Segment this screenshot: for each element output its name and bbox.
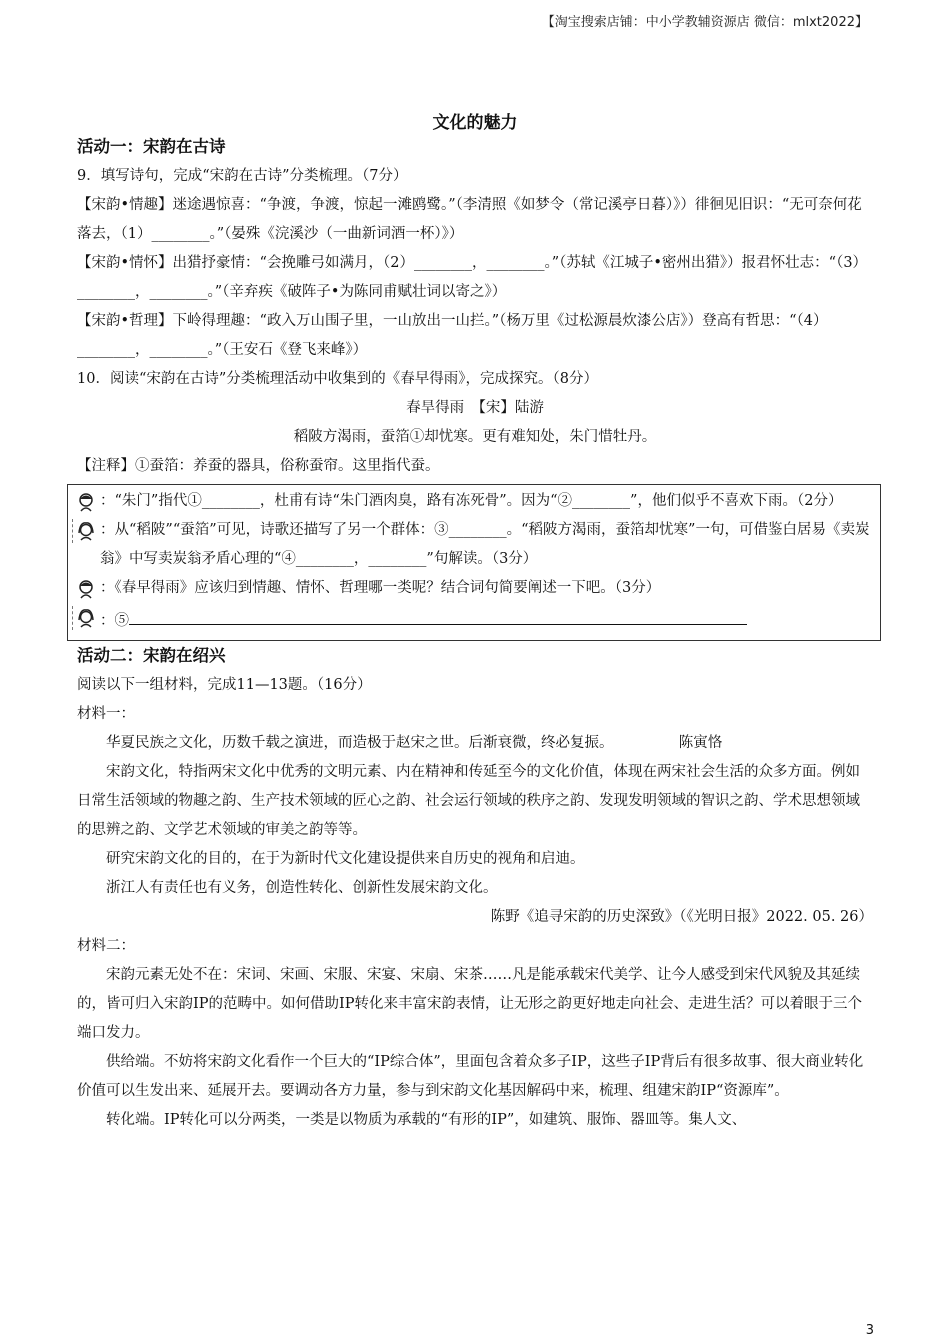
page-title: 文化的魅力 <box>432 113 518 133</box>
divider <box>72 606 73 630</box>
material-two-para: 供给端。不妨将宋韵文化看作一个巨大的“IP综合体”，里面包含着众多子IP，这些子IP背后有很多故事、很大商业转化价值可以生发出来、延展开去。要调动各方力量，参与到宋韵文化基因解码中来，梳理、组建宋韵IP“资源库”。 <box>77 1054 864 1099</box>
divider <box>72 519 73 543</box>
q9-line-1: 【宋韵•情趣】迷途遇惊喜：“争渡，争渡，惊起一滩鸥鹭。”（李清照《如梦令（常记溪亭日暮）》）徘徊见旧识：“无可奈何花落去，（1）________。”（晏殊《浣溪沙（一曲新词酒一杯）》） <box>77 197 862 242</box>
material-one-label: 材料一： <box>77 706 135 722</box>
activity-two-heading: 活动二：宋韵在绍兴 <box>77 646 226 665</box>
dialogue-row <box>76 487 874 516</box>
q9-line-2: 【宋韵•情怀】出猎抒豪情：“会挽雕弓如满月，（2）________，________。”（苏轼《江城子•密州出猎》）报君怀壮志：“（3）________，________。”（辛弃疾《破阵子•为陈同甫赋壮词以寄之》） <box>77 255 868 300</box>
document-body <box>77 132 873 1135</box>
question-10: 10．阅读“宋韵在古诗”分类梳理活动中收集到的《春早得雨》，完成探究。（8分） <box>77 371 598 387</box>
material-one-para: 研究宋韵文化的目的，在于为新时代文化建设提供来自历史的视角和启迪。 <box>106 851 585 867</box>
poem-note: 【注释】①蚕箔：养蚕的器具，俗称蚕帘。这里指代蚕。 <box>77 458 440 474</box>
poem-title: 春旱得雨 【宋】陆游 <box>406 400 544 416</box>
material-one-source: 陈野《追寻宋韵的历史深致》（《光明日报》2022. 05. 26） <box>490 909 873 925</box>
activity-one-heading: 活动一：宋韵在古诗 <box>77 137 226 156</box>
dialogue-row <box>76 516 874 574</box>
q9-line-3: 【宋韵•哲理】下岭得理趣：“政入万山围子里，一山放出一山拦。”（杨万里《过松源晨炊漆公店》）登高有哲思：“（4）________，________。”（王安石《登飞来峰》） <box>77 313 828 358</box>
material-two-para: 宋韵元素无处不在：宋词、宋画、宋服、宋宴、宋扇、宋茶……凡是能承载宋代美学、让今人感受到宋代风貌及其延续的，皆可归入宋韵IP的范畴中。如何借助IP转化来丰富宋韵表情，让无形之韵更好地走向社会、走进生活？可以着眼于三个端口发力。 <box>77 967 862 1041</box>
dialogue-text-1: ：“朱门”指代①________，杜甫有诗“朱门酒肉臭，路有冻死骨”。因为“②________”，他们似乎不喜欢下雨。（2分） <box>100 493 843 509</box>
answer-blank <box>129 608 747 625</box>
activity-two-intro: 阅读以下一组材料，完成11—13题。（16分） <box>77 677 372 693</box>
dialogue-text-4: ：⑤ <box>100 613 129 629</box>
page-header: 【淘宝搜索店铺：中小学教辅资源店 微信：mlxt2022】 <box>541 15 868 30</box>
page-number: 3 <box>865 1323 874 1338</box>
girl-avatar-icon <box>76 521 96 541</box>
question-9: 9．填写诗句，完成“宋韵在古诗”分类梳理。（7分） <box>77 168 408 184</box>
material-two-label: 材料二： <box>77 938 135 954</box>
dialogue-text-3: ：《春早得雨》应该归到情趣、情怀、哲理哪一类呢？结合词句简要阐述一下吧。（3分） <box>100 580 661 596</box>
dialogue-row <box>76 574 874 603</box>
material-one-para: 浙江人有责任也有义务，创造性转化、创新性发展宋韵文化。 <box>106 880 498 896</box>
dialogue-row <box>76 603 874 636</box>
material-one-para: 宋韵文化，特指两宋文化中优秀的文明元素、内在精神和传延至今的文化价值，体现在两宋社会生活的众多方面。例如日常生活领域的物趣之韵、生产技术领域的匠心之韵、社会运行领域的秩序之韵、发现发明领域的智识之韵、学术思想领域的思辨之韵、文学艺术领域的审美之韵等等。 <box>77 764 860 838</box>
material-two-para: 转化端。IP转化可以分两类，一类是以物质为承载的“有形的IP”，如建筑、服饰、器皿等。集人文、 <box>106 1112 747 1128</box>
poem-body: 稻陂方渴雨，蚕箔①却忧寒。更有难知处，朱门惜牡丹。 <box>293 429 657 445</box>
material-one-para: 华夏民族之文化，历数千载之演进，而造极于赵宋之世。后渐衰微，终必复振。 陈寅恪 <box>106 735 723 751</box>
dialogue-box <box>67 484 881 641</box>
dialogue-text-2: ：从“稻陂”“蚕箔”可见，诗歌还描写了另一个群体：③________。“稻陂方渴雨，蚕箔却忧寒”一句，可借鉴白居易《卖炭翁》中写卖炭翁矛盾心理的“④________，________”句解读。（3分） <box>100 522 870 567</box>
student-avatar-icon <box>76 492 96 512</box>
student-avatar-icon <box>76 579 96 599</box>
girl-avatar-icon <box>76 608 96 628</box>
